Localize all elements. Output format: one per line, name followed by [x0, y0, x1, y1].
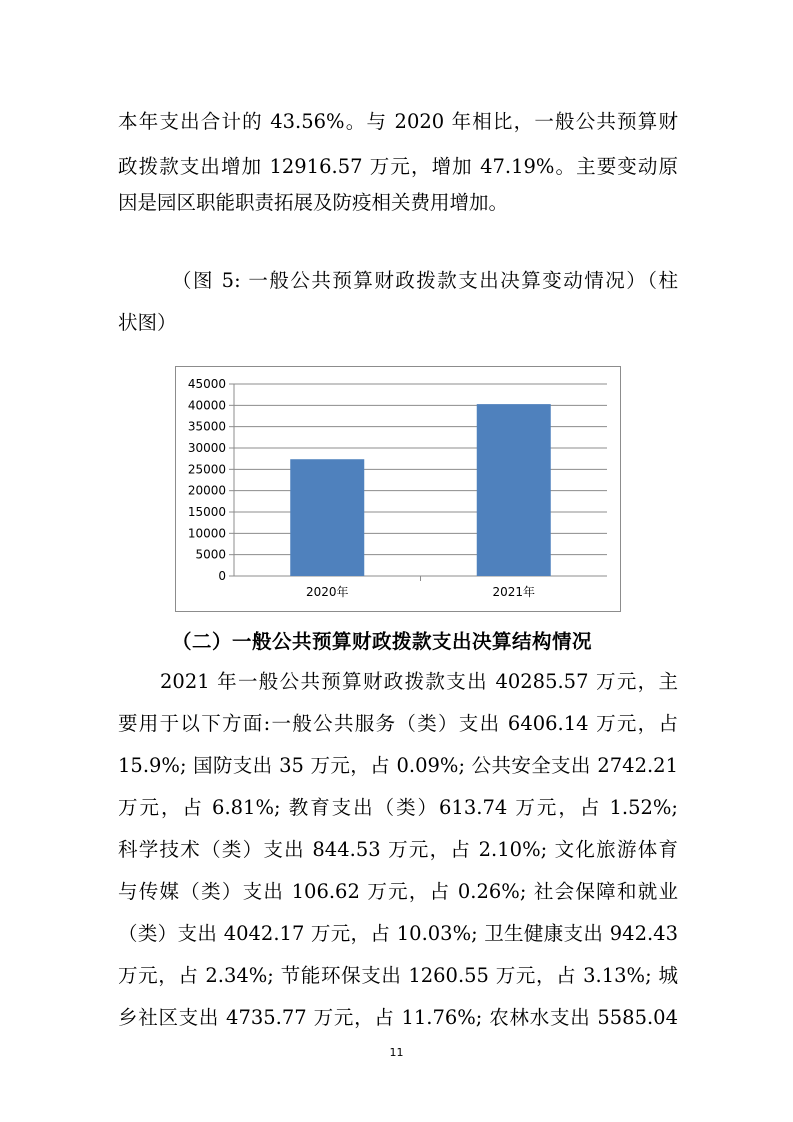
figure-caption-line: 状图）	[118, 311, 177, 334]
x-tick-label: 2020年	[305, 585, 349, 599]
bar	[477, 404, 551, 576]
paragraph-line: 科学技术（类）支出 844.53 万元，占 2.10%; 文化旅游体育	[118, 838, 678, 861]
paragraph-line: 与传媒（类）支出 106.62 万元，占 0.26%; 社会保障和就业	[118, 880, 678, 903]
paragraph-line: 本年支出合计的 43.56%。与 2020 年相比，一般公共预算财	[118, 110, 678, 133]
paragraph-line: 政拨款支出增加 12916.57 万元，增加 47.19%。主要变动原	[118, 155, 678, 178]
bar-chart	[175, 366, 621, 612]
x-tick-label: 2021年	[492, 585, 536, 599]
paragraph-line: （类）支出 4042.17 万元，占 10.03%; 卫生健康支出 942.43	[118, 922, 678, 945]
y-tick-label: 40000	[187, 398, 226, 413]
paragraph-line: 万元，占 6.81%; 教育支出（类）613.74 万元，占 1.52%;	[118, 796, 678, 819]
figure-caption-line: （图 5: 一般公共预算财政拨款支出决算变动情况）（柱	[172, 269, 678, 292]
y-tick-label: 30000	[187, 441, 226, 455]
bar-chart-svg	[176, 367, 622, 613]
y-tick-label: 15000	[187, 505, 226, 519]
bar	[290, 459, 364, 576]
y-tick-label: 5000	[195, 547, 226, 562]
y-tick-label: 20000	[187, 483, 226, 498]
y-tick-label: 35000	[187, 419, 226, 434]
y-tick-label: 45000	[187, 377, 226, 391]
y-tick-label: 10000	[187, 526, 226, 541]
y-tick-label: 25000	[187, 462, 226, 477]
paragraph-line: 2021 年一般公共预算财政拨款支出 40285.57 万元，主	[160, 670, 678, 693]
section-heading: （二）一般公共预算财政拨款支出决算结构情况	[172, 630, 593, 653]
page-number: 11	[389, 1046, 404, 1059]
y-tick-label: 0	[218, 569, 226, 583]
paragraph-line: 要用于以下方面:一般公共服务（类）支出 6406.14 万元，占	[118, 712, 678, 735]
paragraph-line: 万元，占 2.34%; 节能环保支出 1260.55 万元，占 3.13%; 城	[118, 964, 678, 987]
paragraph-line: 因是园区职能职责拓展及防疫相关费用增加。	[118, 191, 509, 214]
paragraph-line: 乡社区支出 4735.77 万元，占 11.76%; 农林水支出 5585.04	[118, 1006, 678, 1029]
paragraph-line: 15.9%; 国防支出 35 万元，占 0.09%; 公共安全支出 2742.21	[118, 754, 678, 777]
